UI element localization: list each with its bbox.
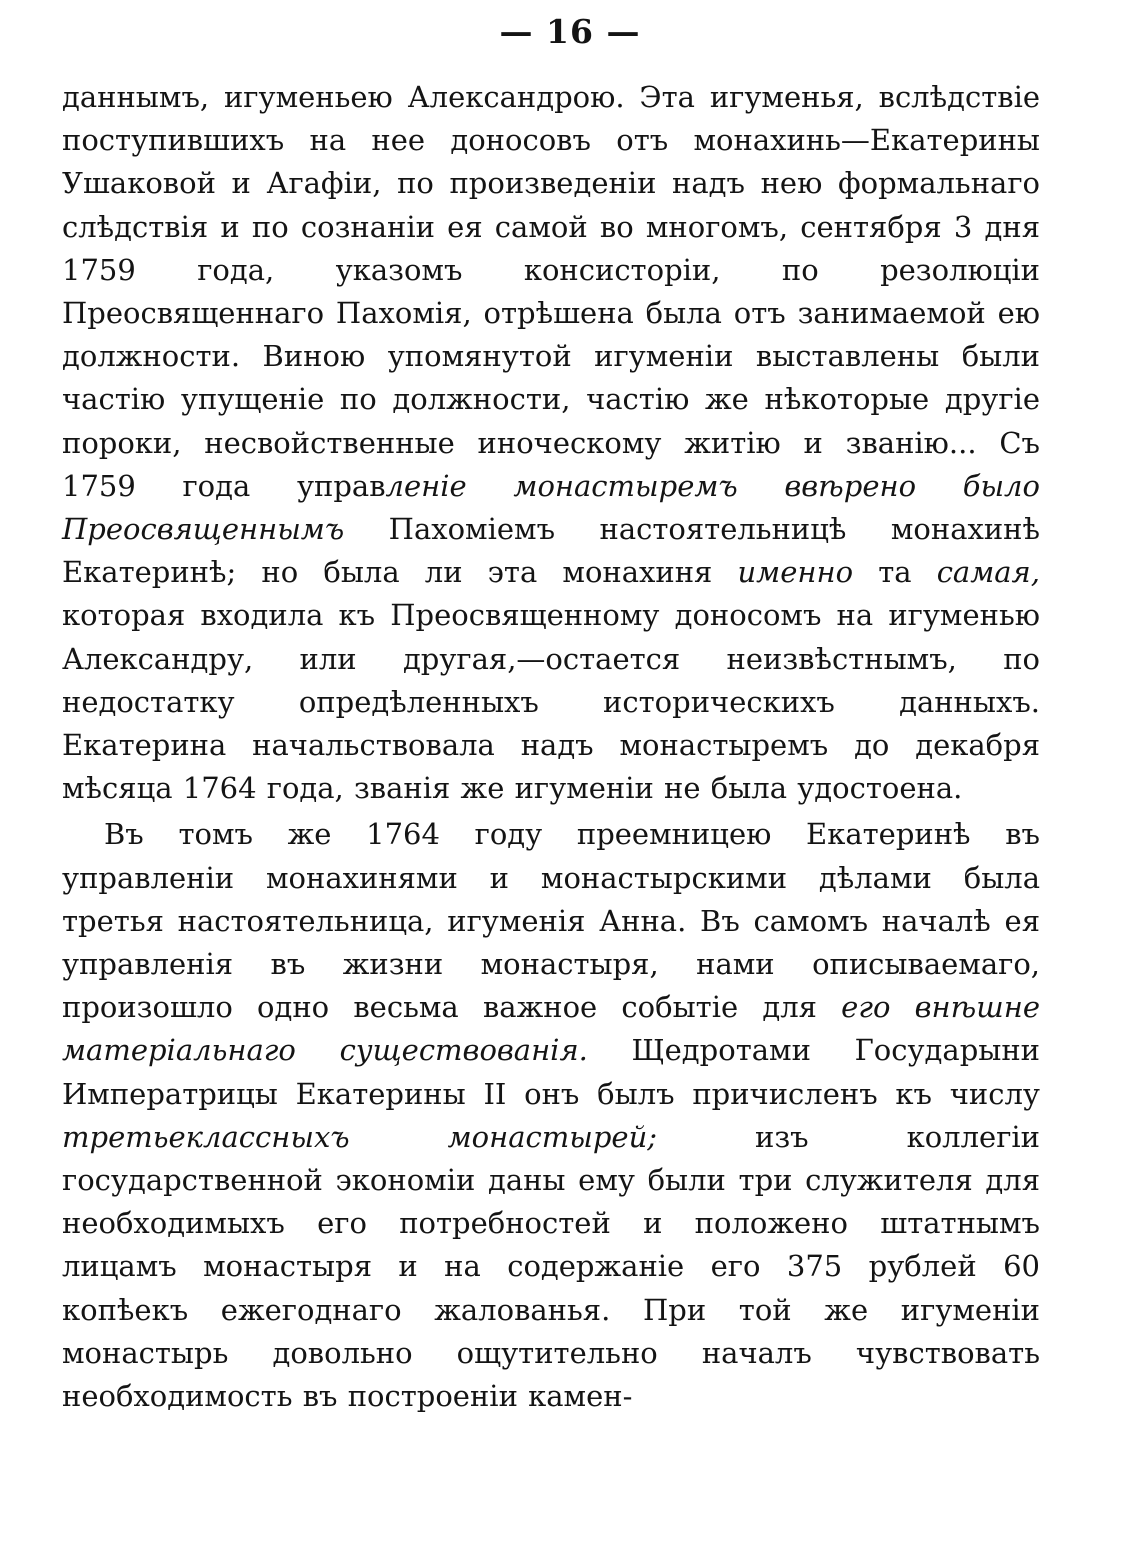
paragraph	[62, 76, 1040, 810]
text-run: которая входила къ Преосвященному доносомъ на игуменью Александру, или другая,—остается неизвѣстнымъ, по недостатку опредѣленныхъ историческихъ данныхъ. Екатерина начальствовала надъ монастыремъ до декабря мѣсяца 1764 года, званія же игуменіи не была удостоена.	[62, 598, 1040, 806]
italic-text-run: леніе монастыремъ ввѣрено было Преосвященнымъ	[62, 468, 1040, 547]
text-run: изъ коллегіи государственной экономіи даны ему были три служителя для необходимыхъ его потребностей и положено штатнымъ лицамъ монастыря и на содержаніе его 375 рублей 60 копѣекъ ежегоднаго жалованья. При той же игуменіи монастырь довольно ощутительно началъ чувствовать необходимость въ построеніи камен-	[62, 1119, 1040, 1414]
italic-text-run: третьеклассныхъ монастырей;	[62, 1119, 658, 1154]
text-run: Въ томъ же 1764 году преемницею Екатеринѣ въ управленіи монахинями и монастырскими дѣлами была третья настоятельница, игуменія Анна. Въ самомъ началѣ ея управленія въ жизни монастыря, нами описываемаго, произошло одно весьма важное событіе для	[62, 817, 1040, 1025]
italic-text-run: самая,	[936, 555, 1040, 590]
paragraph	[62, 813, 1040, 1418]
italic-text-run: его внѣшне матеріальнаго существованія.	[62, 990, 1040, 1068]
page-number: — 16 —	[499, 12, 641, 51]
text-run: та	[853, 555, 937, 590]
text-run: Пахоміемъ настоятельницѣ монахинѣ Екатеринѣ; но была ли эта монахиня	[62, 512, 1040, 590]
body-text	[62, 76, 1040, 1418]
text-run: даннымъ, игуменьею Александрою. Эта игуменья, вслѣдствіе поступившихъ на нее доносовъ отъ монахинь—Екатерины Ушаковой и Агафіи, по произведеніи надъ нею формальнаго слѣдствія и по сознаніи ея самой во многомъ, сентября 3 дня 1759 года, указомъ консисторіи, по резолюціи Преосвященнаго Пахомія, отрѣшена была отъ занимаемой ею должности. Виною упомянутой игуменіи выставлены были частію упущеніе по должности, частію же нѣкоторые другіе пороки, несвойственные иноческому житію и званію... Съ 1759 года управ	[62, 80, 1040, 503]
text-run: Щедротами Государыни Императрицы Екатерины II онъ былъ причисленъ къ числу	[62, 1033, 1041, 1111]
italic-text-run: именно	[737, 555, 854, 590]
